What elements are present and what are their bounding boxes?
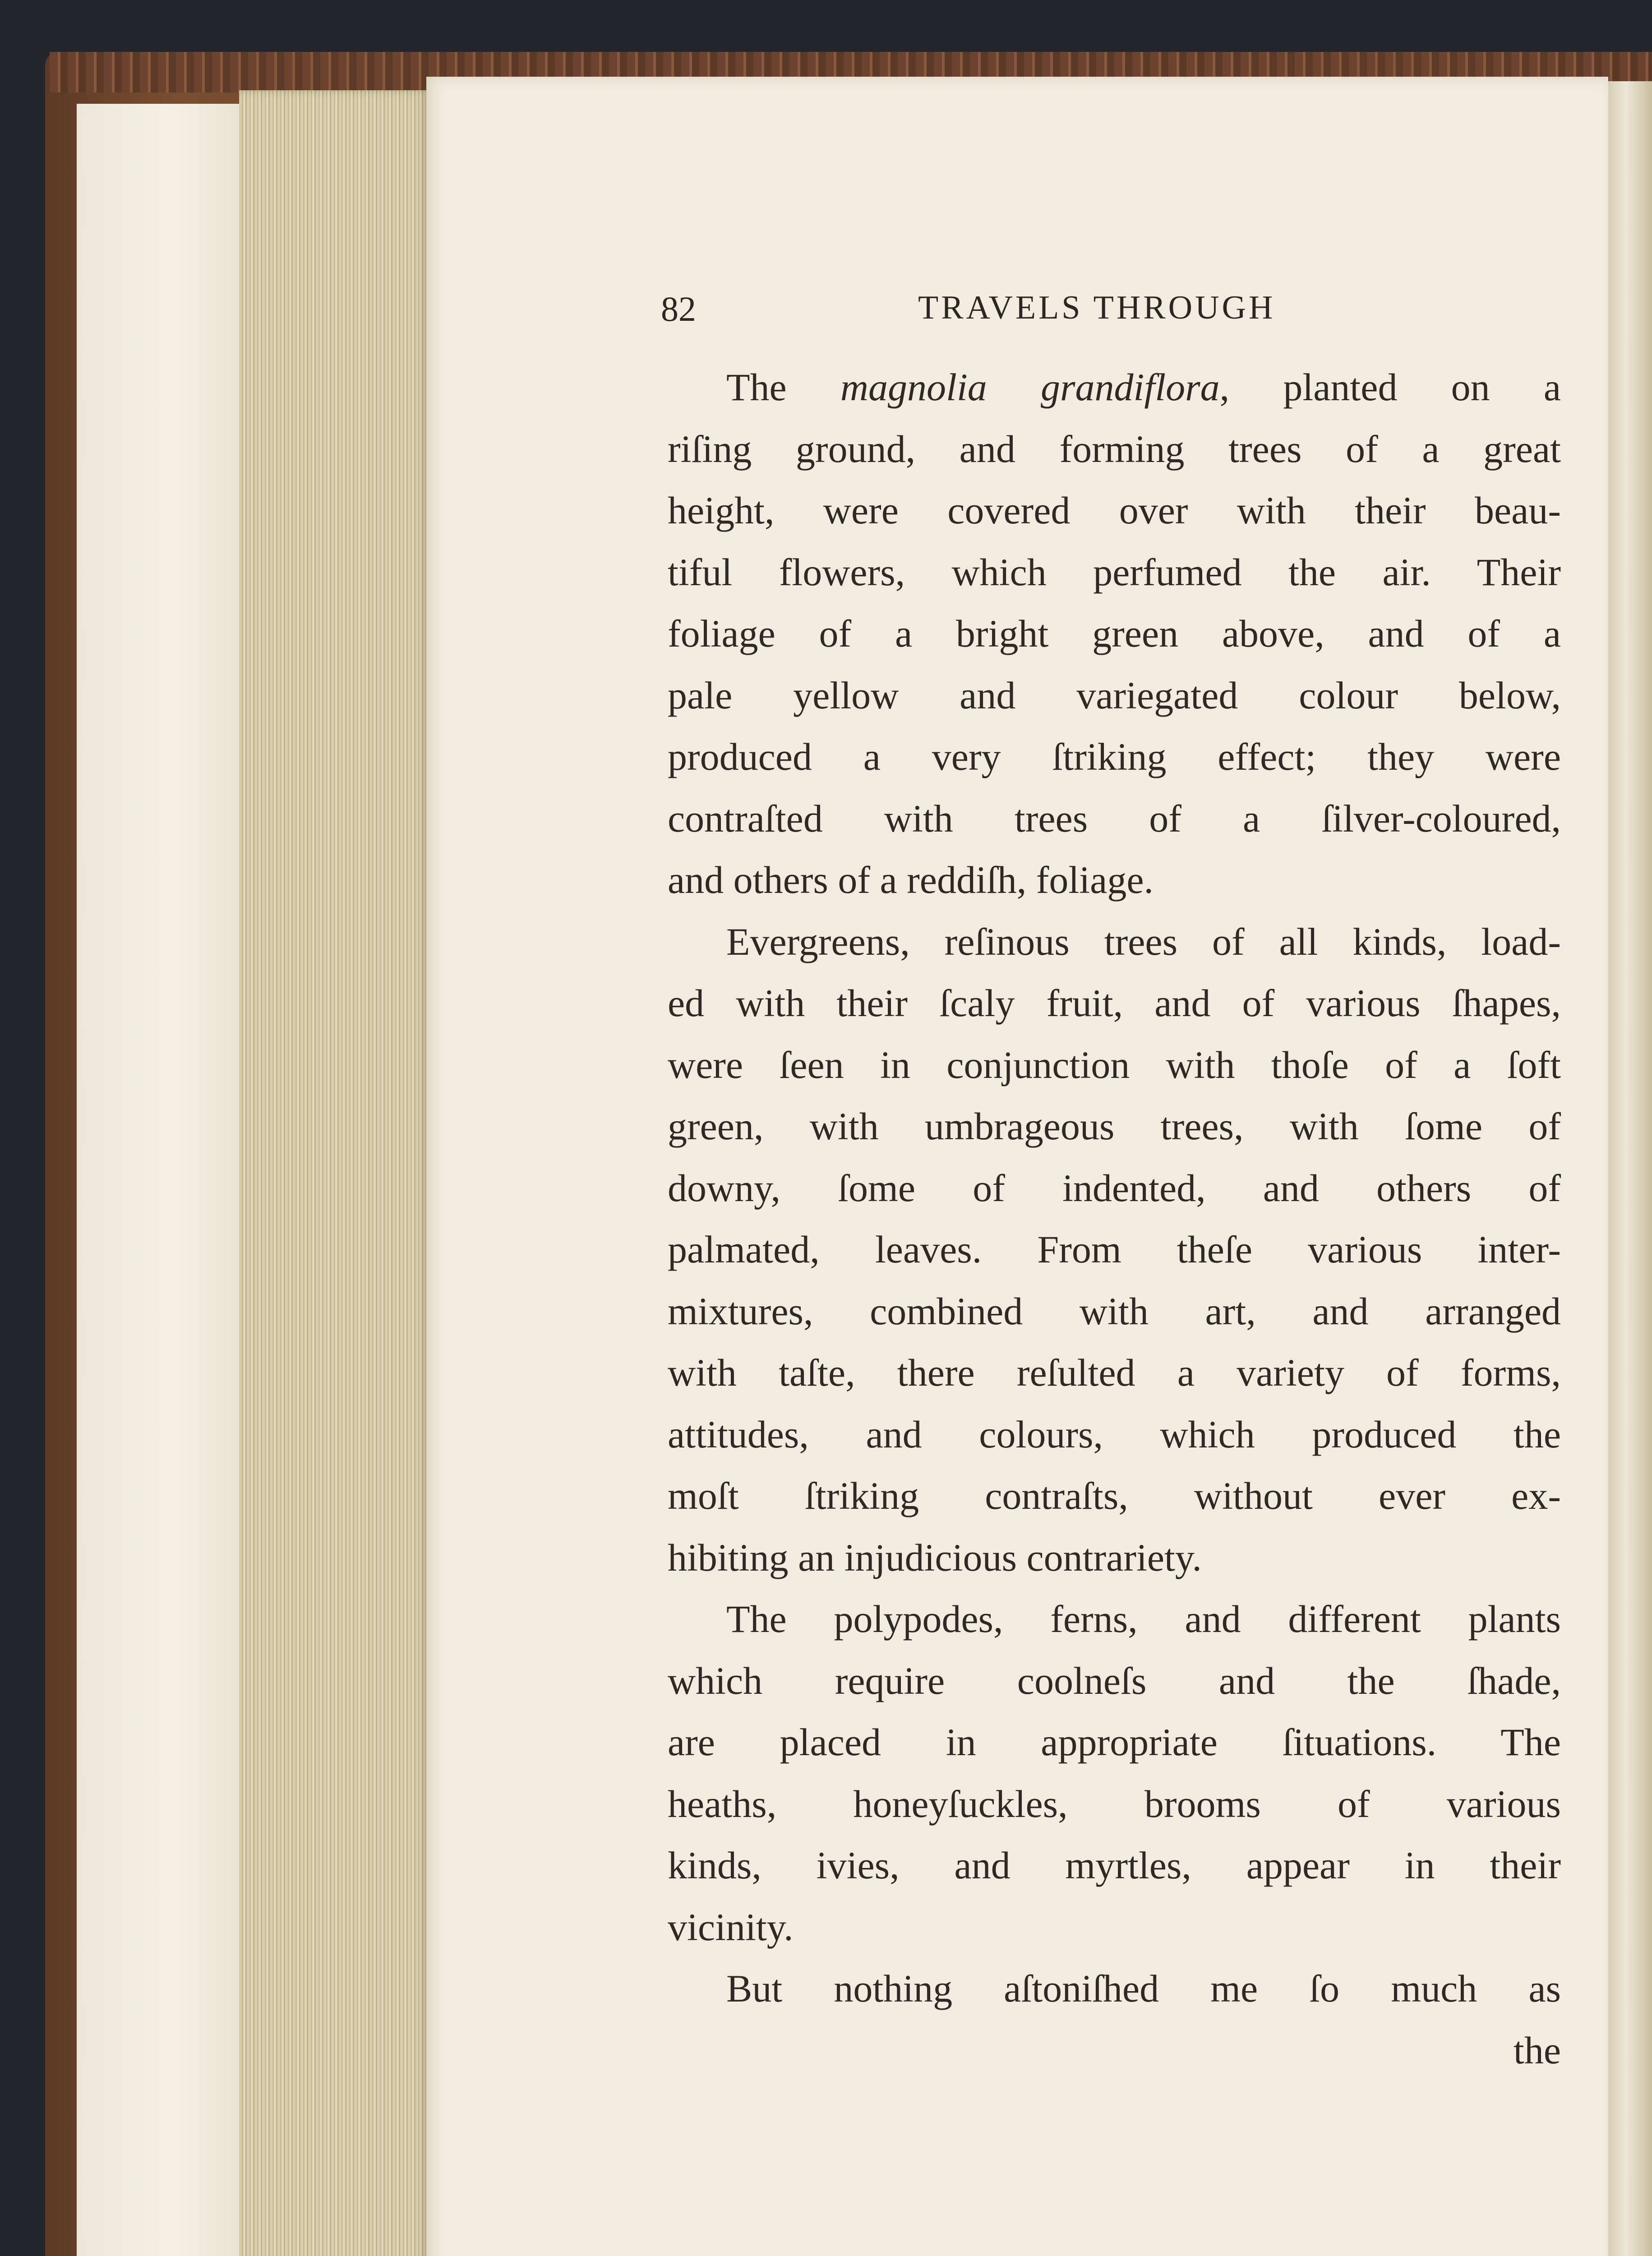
endpaper <box>77 104 239 2256</box>
text-line: riſing ground, and forming trees of a great <box>668 427 1561 471</box>
text-line: and others of a reddiſh, foliage. <box>668 858 1154 901</box>
page-header <box>661 289 1563 338</box>
text-line: are placed in appropriate ſituations. The <box>668 1720 1561 1764</box>
text-line: palmated, leaves. From theſe various inter- <box>668 1228 1561 1271</box>
body-text <box>668 356 1561 2081</box>
text-line: moſt ſtriking contraſts, without ever ex- <box>668 1474 1561 1517</box>
text-line: But nothing aſtoniſhed me ſo much as <box>726 1967 1561 2010</box>
catchword: the <box>1513 2028 1561 2072</box>
text-line: foliage of a bright green above, and of a <box>668 612 1561 655</box>
page-number: 82 <box>661 289 696 328</box>
text-line: downy, ſome of indented, and others of <box>668 1166 1561 1210</box>
text-line: produced a very ſtriking effect; they were <box>668 735 1561 778</box>
text-line: tiful flowers, which perfumed the air. Their <box>668 550 1561 594</box>
text-line: The polypodes, ferns, and different plants <box>726 1597 1561 1641</box>
text-line: with taſte, there reſulted a variety of forms, <box>668 1351 1561 1394</box>
text-line: Evergreens, reſinous trees of all kinds, load- <box>726 920 1561 963</box>
text-line: vicinity. <box>668 1905 794 1949</box>
text-line: attitudes, and colours, which produced the <box>668 1412 1561 1456</box>
text-line: were ſeen in conjunction with thoſe of a ſoft <box>668 1043 1561 1086</box>
text-line: The magnolia grandiflora, planted on a <box>726 365 1561 409</box>
page-edges <box>239 90 429 2256</box>
italic-phrase: magnolia grandiflora <box>840 365 1220 409</box>
text-line: mixtures, combined with art, and arranged <box>668 1289 1561 1333</box>
text-line: contraſted with trees of a ſilver-coloured, <box>668 796 1561 840</box>
text-line: height, were covered over with their beau- <box>668 489 1561 532</box>
text-line: green, with umbrageous trees, with ſome of <box>668 1105 1561 1148</box>
text-line: heaths, honeyſuckles, brooms of various <box>668 1782 1561 1826</box>
text-line: ed with their ſcaly fruit, and of various ſhapes, <box>668 981 1561 1025</box>
running-head: TRAVELS THROUGH <box>918 289 1276 326</box>
text-line: pale yellow and variegated colour below, <box>668 673 1561 717</box>
text-line: which require coolneſs and the ſhade, <box>668 1659 1561 1702</box>
text-line: kinds, ivies, and myrtles, appear in their <box>668 1844 1561 1887</box>
facing-page-edge <box>1608 81 1652 2256</box>
text-line: hibiting an injudicious contrariety. <box>668 1535 1202 1579</box>
